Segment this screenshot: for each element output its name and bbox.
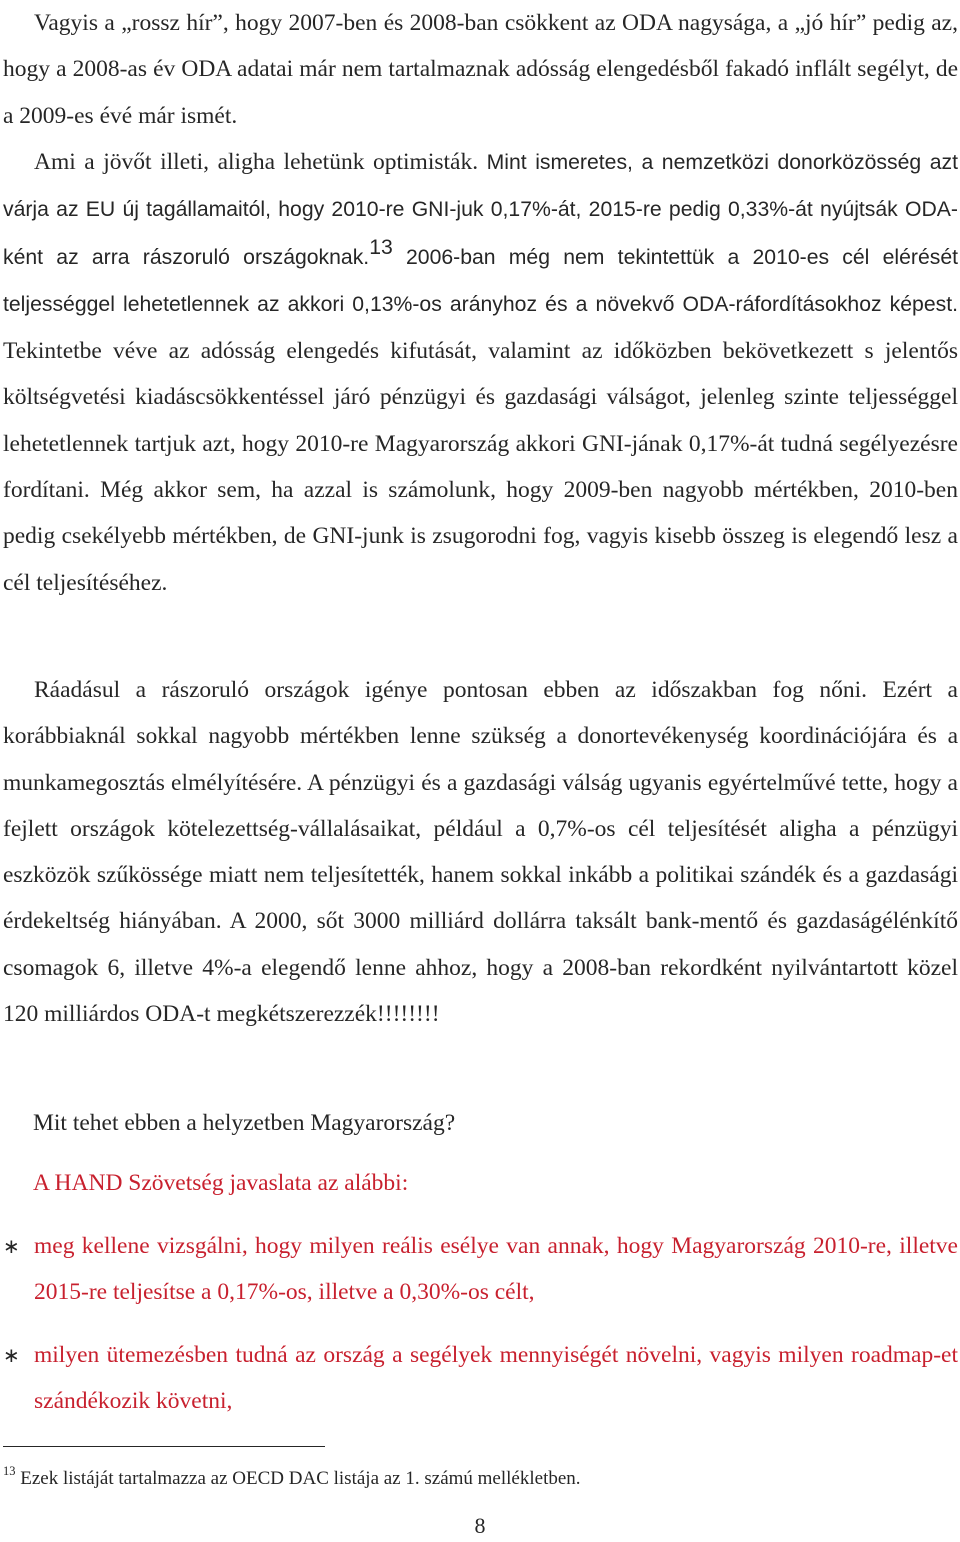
paragraph-sentence: Tekintetbe véve az adósság elengedés kifutását, valamint az időközben bekövetkezett s jelentős költségvetési kiadáscsökkentéssel járó pénzügyi és gazdasági válságot, jelenleg szinte teljességgel lehetetlennek tartjuk azt, hogy 2010-re Magyarország akkori GNI-jának 0,17%-át tudná segélyezésre fordítani. Még akkor sem, ha azzal is számolunk, hogy 2009-ben nagyobb mértékben, 2010-ben pedig csekélyebb mértékben, de GNI-junk is zsugorodni fog, vagyis kisebb összeg is elegendő lesz a cél teljesítéséhez. xyxy=(3,338,958,596)
paragraph-future-outlook xyxy=(3,139,958,606)
paragraph-sentence-sans: Mint ismeretes, a nemzetközi donorközösség azt várja az EU új tagállamaitól, hogy 2010-re GNI-juk 0,17%-át, 2015-re pedig 0,33%-át nyújtsák ODA-ként az arra rászoruló országoknak. xyxy=(3,151,958,269)
footnote-text: Ezek listáját tartalmazza az OECD DAC listája az 1. számú mellékletben. xyxy=(15,1468,581,1489)
asterisk-bullet-icon: ∗ xyxy=(3,1234,20,1258)
paragraph-sentence: Ami a jövőt illeti, aligha lehetünk optimisták. xyxy=(34,149,479,175)
paragraph-bad-news xyxy=(3,0,958,139)
list-item-text: milyen ütemezésben tudná az ország a segélyek mennyiségét növelni, vagyis milyen roadmap-et szándékozik követni, xyxy=(34,1342,958,1415)
list-item-text: meg kellene vizsgálni, hogy milyen reális esélye van annak, hogy Magyarország 2010-re, illetve 2015-re teljesítse a 0,17%-os, illetve a 0,30%-os célt, xyxy=(34,1233,958,1306)
proposal-heading xyxy=(33,1160,958,1206)
asterisk-bullet-icon: ∗ xyxy=(3,1343,20,1367)
paragraph-sentence-sans: 2006-ban még nem tekintettük a 2010-es cél elérését teljességgel lehetetlennek az akkori 0,13%-os arányhoz és a növekvő ODA-ráfordításokhoz képest. xyxy=(3,245,959,316)
paragraph-text: A HAND Szövetség javaslata az alábbi: xyxy=(33,1170,409,1196)
paragraph-question xyxy=(33,1100,958,1146)
paragraph-text: Vagyis a „rossz hír”, hogy 2007-ben és 2008-ban csökkent az ODA nagysága, a „jó hír” pedig az, hogy a 2008-as év ODA adatai már nem tartalmaznak adósság elengedésből fakadó inflált segélyt, de a 2009-es évé már ismét. xyxy=(3,10,958,129)
footnote-divider xyxy=(3,1446,325,1447)
paragraph-needs-grow xyxy=(3,667,958,1037)
footnote-reference[interactable]: 13 xyxy=(369,235,393,259)
page-number: 8 xyxy=(474,1513,486,1538)
footnote-number: 13 xyxy=(3,1464,16,1478)
footnote xyxy=(3,1466,943,1492)
paragraph-text: Mit tehet ebben a helyzetben Magyarország? xyxy=(33,1110,456,1136)
paragraph-text: Ráadásul a rászoruló országok igénye pontosan ebben az időszakban fog nőni. Ezért a korábbiaknál sokkal nagyobb mértékben lenne szükség a donortevékenység koordinációjára és a munkamegosztás elmélyítésére. A pénzügyi és a gazdasági válság ugyanis egyértelművé tette, hogy a fejlett országok kötelezettség-vállalásaikat, például a 0,7%-os cél teljesítését aligha a pénzügyi eszközök szűkössége miatt nem teljesítették, hanem sokkal inkább a politikai szándék és a gazdasági érdekeltség hiányában. A 2000, sőt 3000 milliárd dollárra taksált bank-mentő és gazdaságélénkítő csomagok 6, illetve 4%-a elegendő lenne ahhoz, hogy a 2008-ban rekordként nyilvántartott közel 120 milliárdos ODA-t megkétszerezzék!!!!!!!! xyxy=(3,677,958,1028)
